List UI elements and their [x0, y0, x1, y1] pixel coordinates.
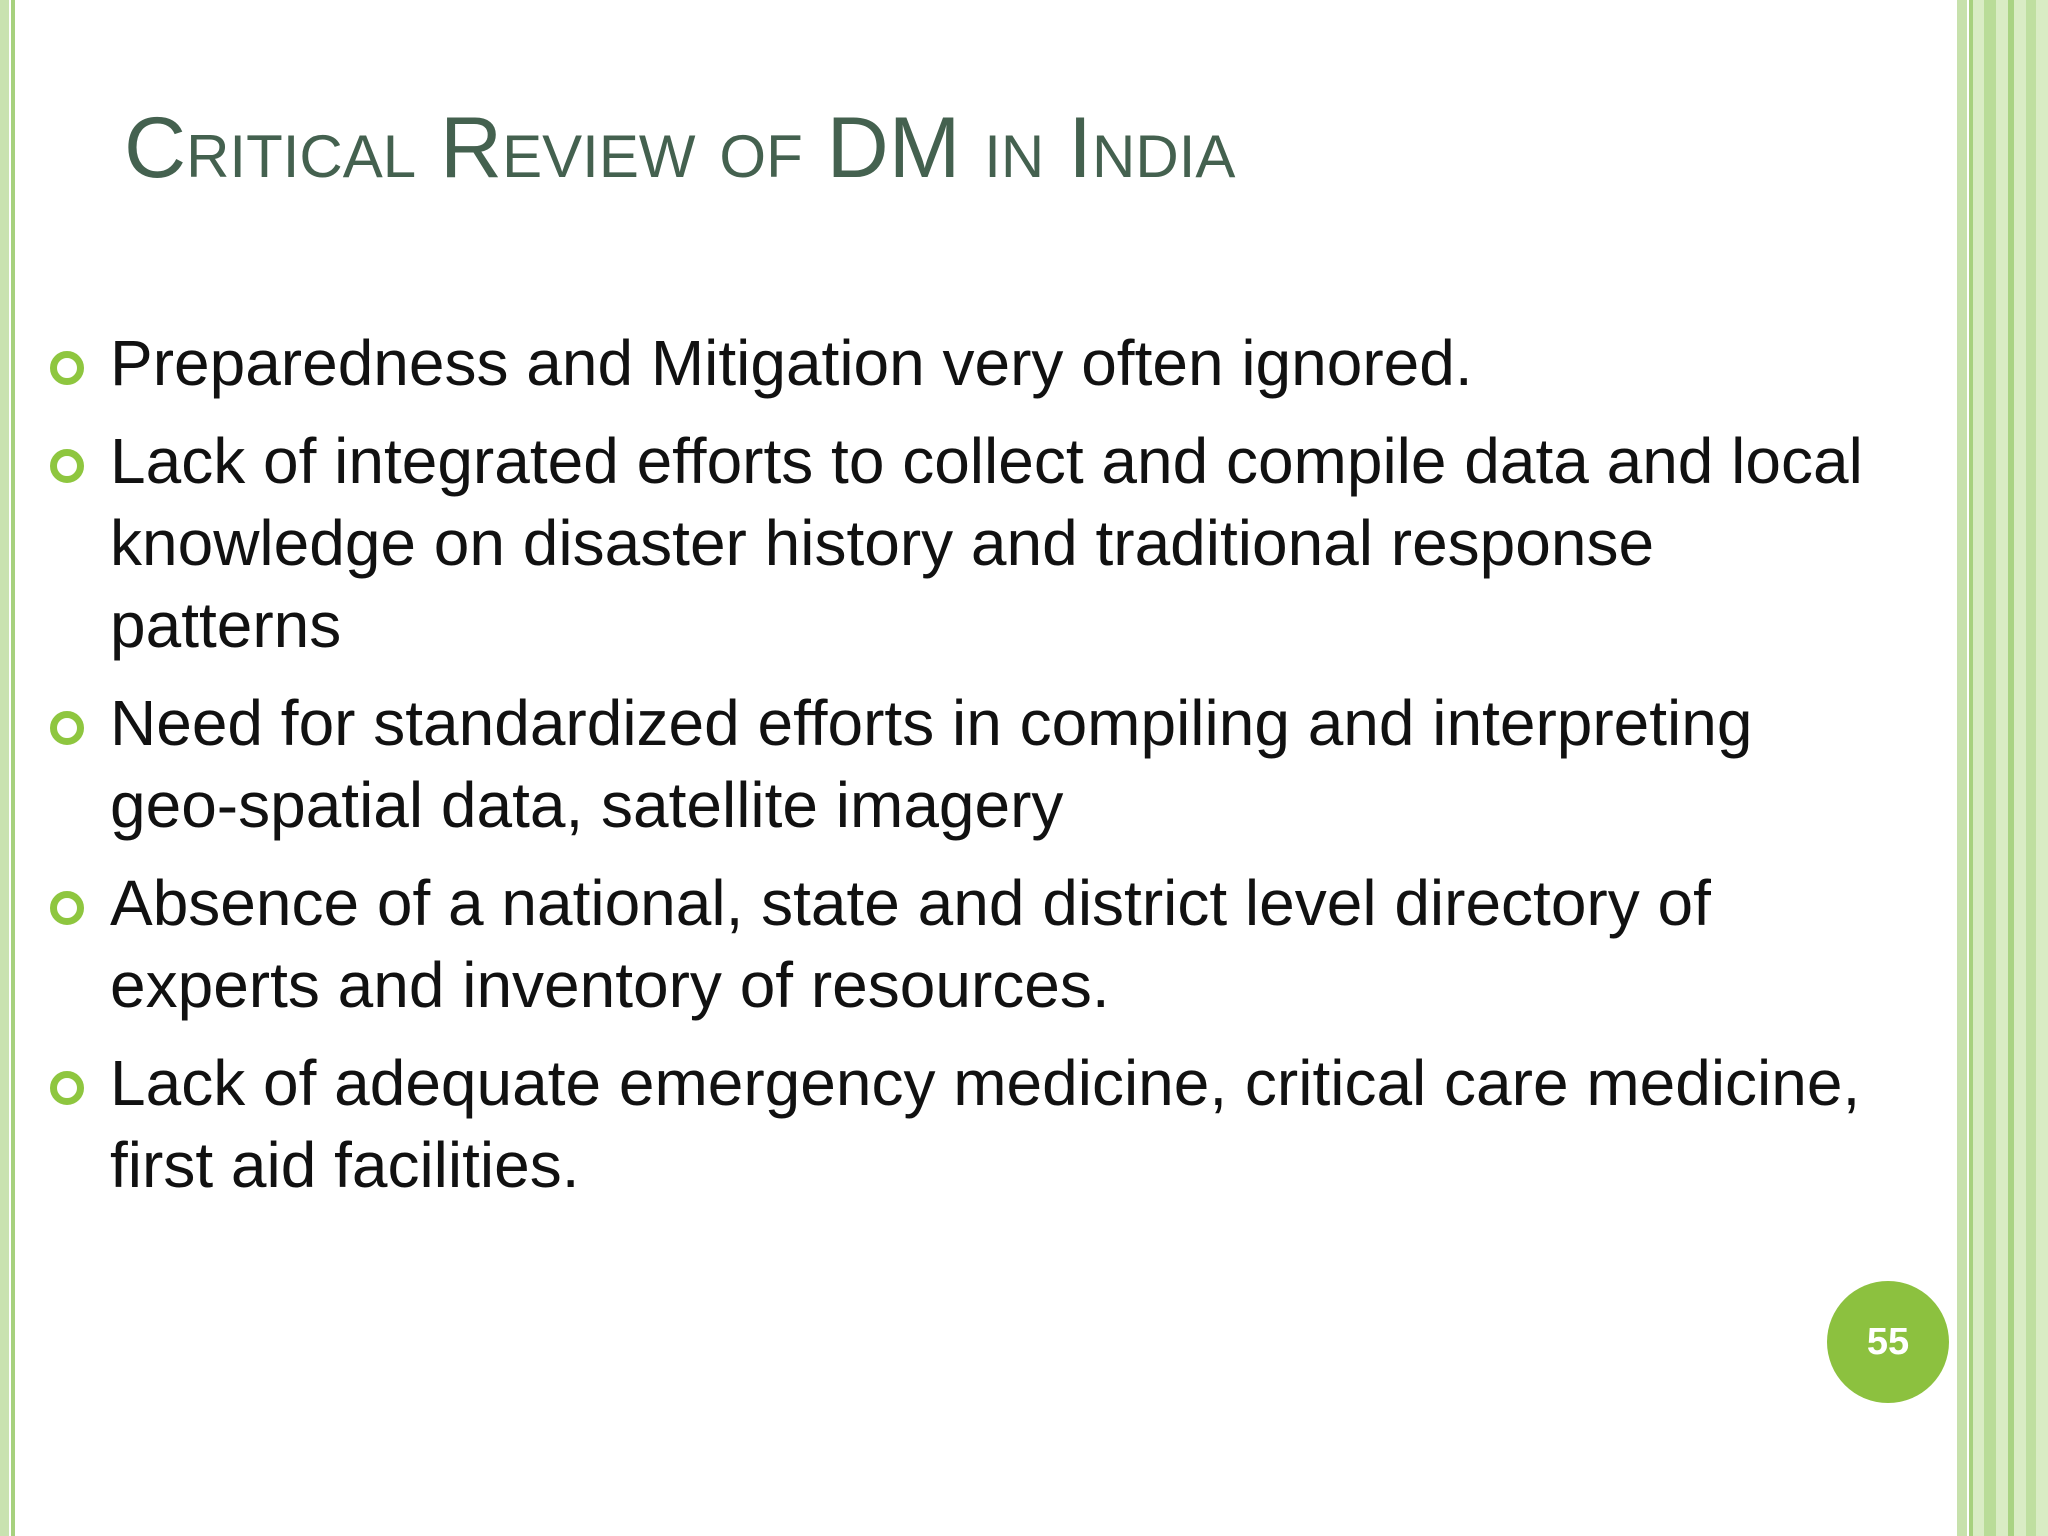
hollow-circle-bullet-icon	[50, 1071, 84, 1105]
left-border-line	[11, 0, 15, 1536]
hollow-circle-bullet-icon	[50, 711, 84, 745]
bullet-item	[50, 862, 1890, 1026]
bullet-text: Preparedness and Mitigation very often ignored.	[110, 327, 1473, 399]
right-border-stripe	[1957, 0, 1967, 1536]
left-border-stripe	[0, 0, 9, 1536]
hollow-circle-bullet-icon	[50, 449, 84, 483]
right-band-line	[1984, 0, 1996, 1536]
bullet-item	[50, 420, 1890, 666]
right-band-line	[2026, 0, 2036, 1536]
bullet-text: Lack of integrated efforts to collect and compile data and local knowledge on disaster history and traditional response patterns	[110, 425, 1863, 661]
bullet-text: Absence of a national, state and district level directory of experts and inventory of resources.	[110, 867, 1711, 1021]
hollow-circle-bullet-icon	[50, 351, 84, 385]
bullet-text: Lack of adequate emergency medicine, critical care medicine, first aid facilities.	[110, 1047, 1861, 1201]
bullet-item	[50, 1042, 1890, 1206]
bullet-list	[50, 322, 1890, 1222]
slide-title: Critical Review of DM in India	[124, 100, 1236, 196]
page-number: 55	[1866, 1320, 1910, 1363]
page-number-badge	[1827, 1281, 1949, 1403]
hollow-circle-bullet-icon	[50, 891, 84, 925]
bullet-item	[50, 322, 1890, 404]
right-band-line	[2008, 0, 2014, 1536]
bullet-text: Need for standardized efforts in compiling and interpreting geo-spatial data, satellite imagery	[110, 687, 1753, 841]
bullet-item	[50, 682, 1890, 846]
